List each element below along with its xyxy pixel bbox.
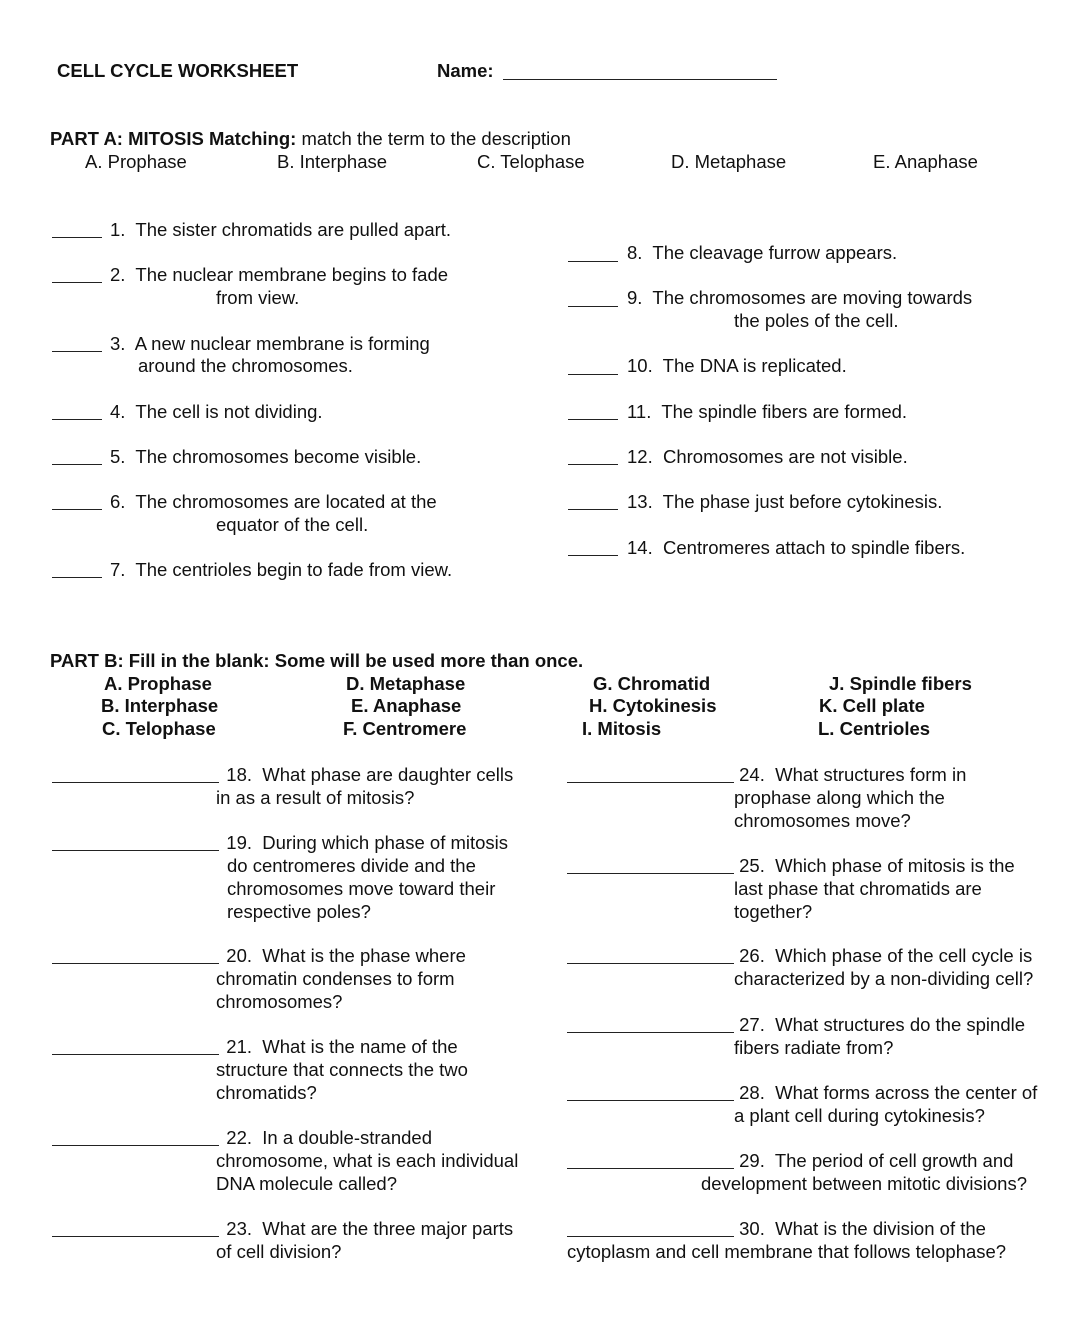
answer-blank-13[interactable]: [568, 509, 618, 510]
part-a-heading-bold: PART A: MITOSIS Matching:: [50, 128, 297, 149]
question-8: 8. The cleavage furrow appears.: [627, 242, 898, 263]
answer-blank-26[interactable]: [567, 963, 734, 964]
answer-blank-24[interactable]: [567, 782, 734, 783]
question-2: 2. The nuclear membrane begins to fade: [110, 264, 449, 285]
part-a-term: A. Prophase: [85, 151, 187, 172]
answer-blank-1[interactable]: [52, 237, 102, 238]
question-13: 13. The phase just before cytokinesis.: [627, 491, 943, 512]
answer-blank-8[interactable]: [568, 261, 618, 262]
part-a-term: D. Metaphase: [671, 151, 787, 172]
part-b-heading: PART B: Fill in the blank: Some will be used more than once.: [50, 650, 584, 671]
part-b-term: L. Centrioles: [818, 718, 931, 739]
question-5: 5. The chromosomes become visible.: [110, 446, 422, 467]
question-21: 21. What is the name of the structure that connects the two chromatids?: [216, 1036, 468, 1103]
question-10: 10. The DNA is replicated.: [627, 355, 847, 376]
question-18: 18. What phase are daughter cells in as a result of mitosis?: [216, 764, 514, 808]
part-b-term: G. Chromatid: [593, 673, 711, 694]
question-9-cont: the poles of the cell.: [734, 310, 899, 331]
question-30: 30. What is the division of the cytoplasm and cell membrane that follows telophase?: [567, 1218, 1007, 1262]
answer-blank-22[interactable]: [52, 1145, 219, 1146]
question-26: 26. Which phase of the cell cycle is characterized by a non-dividing cell?: [734, 945, 1034, 989]
question-6: 6. The chromosomes are located at the: [110, 491, 437, 512]
question-6-cont: equator of the cell.: [216, 514, 369, 535]
answer-blank-9[interactable]: [568, 306, 618, 307]
question-3-cont: around the chromosomes.: [138, 355, 353, 376]
answer-blank-14[interactable]: [568, 555, 618, 556]
part-b-term: I. Mitosis: [582, 718, 662, 739]
part-a-term: B. Interphase: [277, 151, 388, 172]
part-a-heading: [50, 130, 571, 149]
question-3: 3. A new nuclear membrane is forming: [110, 333, 430, 354]
answer-blank-4[interactable]: [52, 419, 102, 420]
question-11: 11. The spindle fibers are formed.: [627, 401, 908, 422]
worksheet-title: CELL CYCLE WORKSHEET: [57, 60, 299, 81]
question-4: 4. The cell is not dividing.: [110, 401, 323, 422]
question-29: 29. The period of cell growth and development between mitotic divisions?: [701, 1150, 1027, 1194]
name-label: Name:: [437, 60, 494, 81]
part-a-term: E. Anaphase: [873, 151, 978, 172]
part-b-term: J. Spindle fibers: [829, 673, 972, 694]
question-20: 20. What is the phase where chromatin condenses to form chromosomes?: [216, 945, 466, 1012]
answer-blank-20[interactable]: [52, 963, 219, 964]
question-27: 27. What structures do the spindle fibers radiate from?: [734, 1014, 1026, 1058]
name-field[interactable]: [503, 79, 777, 80]
part-b-term: H. Cytokinesis: [589, 695, 717, 716]
part-b-term: K. Cell plate: [819, 695, 925, 716]
question-19: 19. During which phase of mitosis do centromeres divide and the chromosomes move toward their respective poles?: [226, 832, 509, 922]
answer-blank-10[interactable]: [568, 374, 618, 375]
question-2-cont: from view.: [216, 287, 300, 308]
answer-blank-3[interactable]: [52, 351, 102, 352]
part-a-term: C. Telophase: [477, 151, 585, 172]
question-7: 7. The centrioles begin to fade from view.: [110, 559, 453, 580]
answer-blank-2[interactable]: [52, 282, 102, 283]
part-b-term: F. Centromere: [343, 718, 467, 739]
answer-blank-21[interactable]: [52, 1054, 219, 1055]
answer-blank-25[interactable]: [567, 873, 734, 874]
answer-blank-6[interactable]: [52, 509, 102, 510]
part-b-term: B. Interphase: [101, 695, 219, 716]
question-1: 1. The sister chromatids are pulled apart.: [110, 219, 452, 240]
question-24: 24. What structures form in prophase along which the chromosomes move?: [734, 764, 967, 831]
answer-blank-28[interactable]: [567, 1100, 734, 1101]
question-12: 12. Chromosomes are not visible.: [627, 446, 908, 467]
question-25: 25. Which phase of mitosis is the last phase that chromatids are together?: [734, 855, 1015, 922]
answer-blank-23[interactable]: [52, 1236, 219, 1237]
part-b-term: E. Anaphase: [351, 695, 462, 716]
question-23: 23. What are the three major parts of cell division?: [216, 1218, 514, 1262]
answer-blank-18[interactable]: [52, 782, 219, 783]
answer-blank-11[interactable]: [568, 419, 618, 420]
question-9: 9. The chromosomes are moving towards: [627, 287, 973, 308]
part-b-term: D. Metaphase: [346, 673, 466, 694]
answer-blank-12[interactable]: [568, 464, 618, 465]
answer-blank-5[interactable]: [52, 464, 102, 465]
question-14: 14. Centromeres attach to spindle fibers.: [627, 537, 966, 558]
answer-blank-19[interactable]: [52, 850, 219, 851]
question-28: 28. What forms across the center of a plant cell during cytokinesis?: [734, 1082, 1038, 1126]
part-b-term: C. Telophase: [102, 718, 216, 739]
part-a-heading-rest: match the term to the description: [301, 128, 571, 149]
answer-blank-7[interactable]: [52, 577, 102, 578]
part-b-term: A. Prophase: [104, 673, 212, 694]
question-22: 22. In a double-stranded chromosome, what is each individual DNA molecule called?: [216, 1127, 519, 1194]
answer-blank-27[interactable]: [567, 1032, 734, 1033]
